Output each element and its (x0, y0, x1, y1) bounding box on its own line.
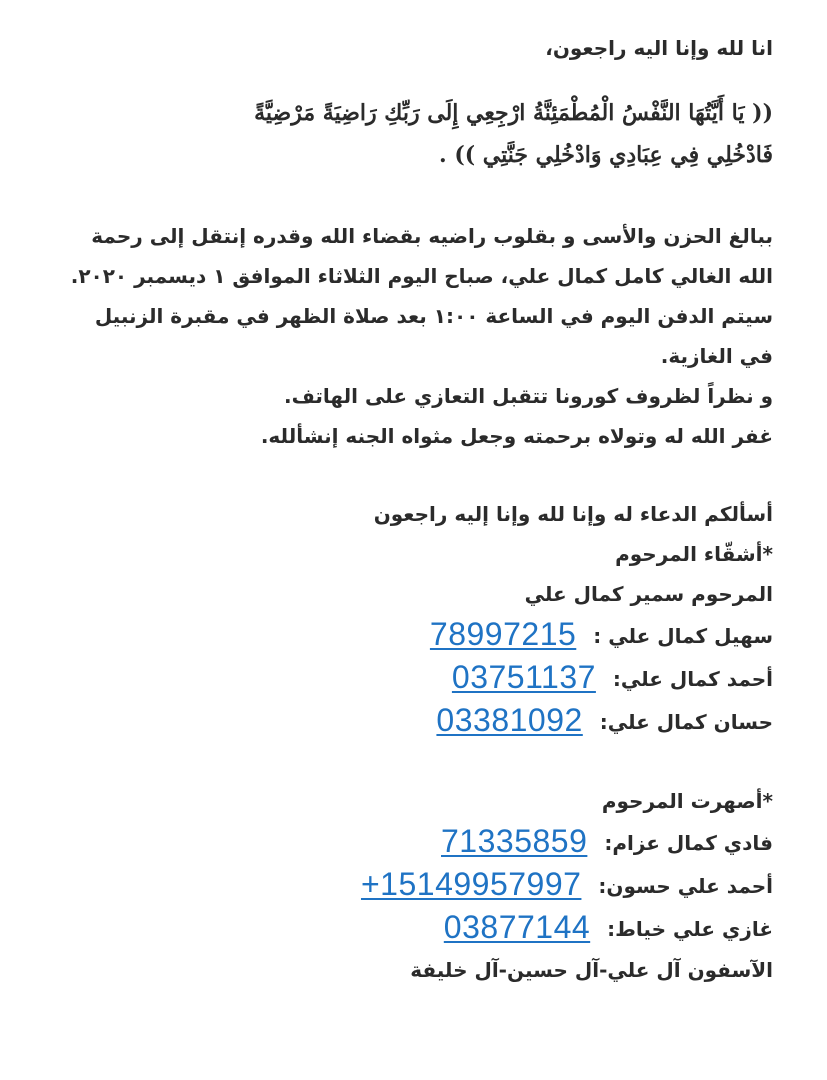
in-law-contact-row (70, 864, 773, 907)
spacer (70, 176, 773, 216)
siblings-title: *أشقّاء المرحوم (615, 542, 773, 566)
in-law-contact-row (70, 907, 773, 950)
spacer (70, 743, 773, 781)
in-laws-title: *أصهرت المرحوم (601, 789, 773, 813)
mourning-families: الآسفون آل علي-آل حسين-آل خليفة (410, 958, 773, 982)
phone-link[interactable]: 03381092 (436, 702, 583, 738)
death-announcement: ببالغ الحزن والأسى و بقلوب راضيه بقضاء الله وقدره إنتقل إلى رحمة الله الغالي كامل كمال علي، صباح اليوم الثلاثاء الموافق ١ ديسمبر ٢٠٢٠. (70, 224, 773, 288)
sibling-contact-row (70, 614, 773, 657)
phone-link[interactable]: 71335859 (441, 823, 588, 859)
burial-details: سيتم الدفن اليوم في الساعة ١:٠٠ بعد صلاة الظهر في مقبرة الزنبيل في الغازية. (94, 304, 773, 368)
opening-line: انا لله وإنا اليه راجعون، (545, 36, 773, 60)
deceased-sibling: المرحوم سمير كمال علي (524, 582, 773, 606)
prayer-request: أسألكم الدعاء له وإنا لله وإنا إليه راجعون (373, 502, 773, 526)
closing-prayer: غفر الله له وتولاه برحمته وجعل مثواه الجنه إنشألله. (260, 424, 773, 448)
phone-link[interactable]: 03751137 (451, 659, 596, 695)
contact-name: أحمد كمال علي: (612, 667, 773, 691)
contact-name: غازي علي خياط: (607, 917, 773, 941)
quran-verse-line-1: (( يَا أَيَّتُهَا النَّفْسُ الْمُطْمَئِنَّةُ ارْجِعِي إِلَى رَبِّكِ رَاضِيَةً مَرْضِيَّةً (254, 100, 773, 126)
spacer (70, 68, 773, 92)
in-law-contact-row (70, 821, 773, 864)
phone-link[interactable]: 78997215 (429, 616, 577, 652)
spacer (70, 456, 773, 494)
phone-link[interactable]: 03877144 (443, 909, 591, 945)
condolences-note: و نظراً لظروف كورونا تتقبل التعازي على الهاتف. (283, 384, 773, 408)
contact-name: سهيل كمال علي : (593, 624, 773, 648)
contact-name: فادي كمال عزام: (604, 831, 773, 855)
quran-verse-line-2: فَادْخُلِي فِي عِبَادِي وَادْخُلِي جَنَّتِي )) . (439, 142, 773, 168)
phone-link[interactable]: +15149957997 (360, 866, 582, 902)
sibling-contact-row (70, 700, 773, 743)
sibling-contact-row (70, 657, 773, 700)
contact-name: حسان كمال علي: (599, 710, 773, 734)
contact-name: أحمد علي حسون: (598, 874, 773, 898)
